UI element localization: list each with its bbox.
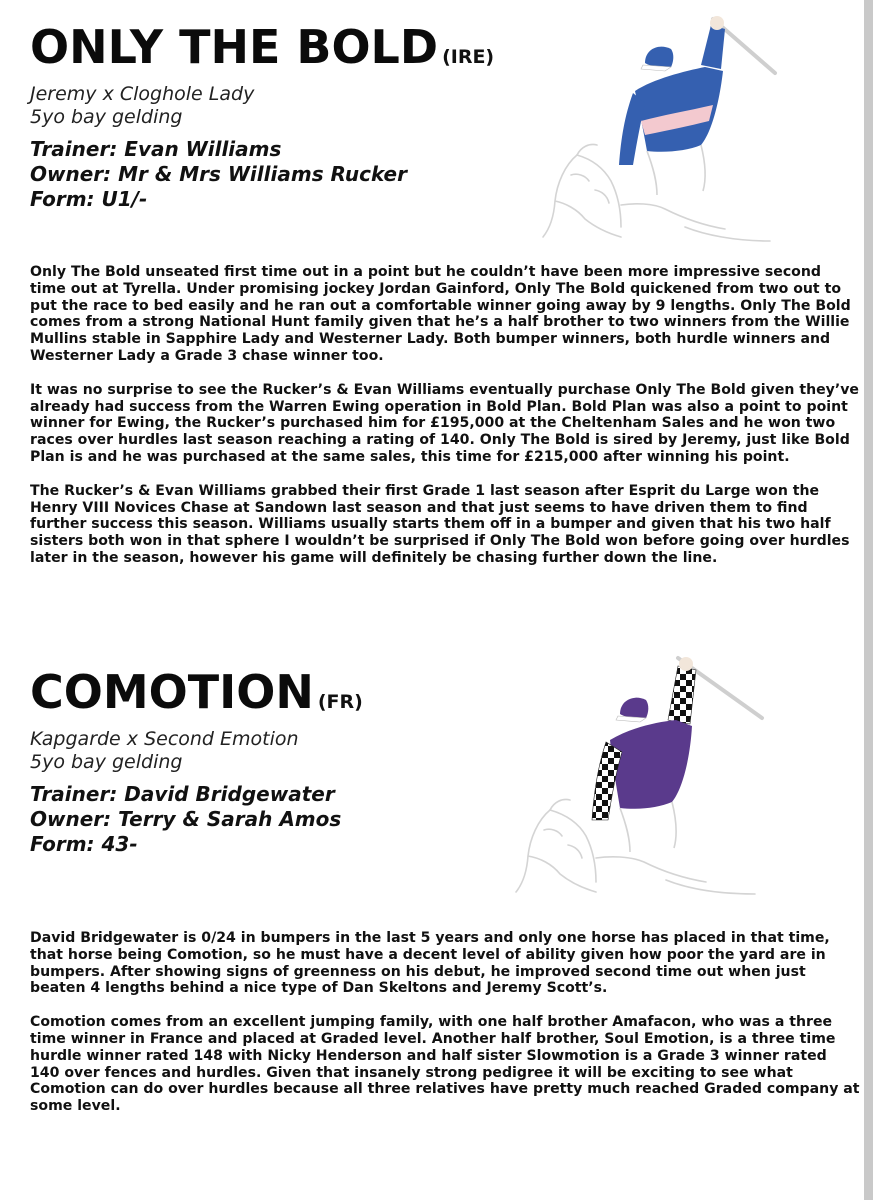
horse-trainer: Trainer: David Bridgewater — [30, 782, 335, 806]
horse-country: (FR) — [317, 691, 363, 713]
horse-trainer: Trainer: Evan Williams — [30, 137, 282, 161]
horse-country: (IRE) — [442, 46, 495, 68]
horse-owner: Owner: Terry & Sarah Amos — [30, 807, 342, 831]
writeup-paragraph: It was no surprise to see the Rucker’s & Evan Williams eventually purchase Only The Bold given they’ve already had success from the Warren Ewing operation in Bold Plan. Bold Plan was also a point to point winner for Ewing, the Rucker’s purchased him for £195,000 at the Cheltenham Sales and he won two races over hurdles last season reaching a rating of 140. Only The Bold is sired by Jeremy, just like Bold Plan is and he was purchased at the same sales, this time for £215,000 after winning his point. — [30, 381, 859, 465]
writeup-paragraph: Comotion comes from an excellent jumping family, with one half brother Amafacon, who was a three time winner in France and placed at Graded level. Another half brother, Soul Emotion, is a three time hurdle winner rated 148 with Nicky Henderson and half sister Slowmotion is a Grade 3 winner rated 140 over fences and hurdles. Given that insanely strong pedigree it will be exciting to see what Comotion can do over hurdles because all three relatives have pretty much reached Graded company at some level. — [30, 1014, 860, 1115]
jockey-silk-blue-pink-hoop-icon — [525, 5, 785, 255]
horse-form: Form: 43- — [30, 832, 138, 856]
horse-form: Form: U1/- — [30, 187, 148, 211]
horse-writeup-comotion — [30, 930, 860, 1132]
horse-breeding: Kapgarde x Second Emotion — [30, 728, 299, 750]
page-edge-scrollbar — [864, 0, 873, 1200]
horse-writeup-only-the-bold — [30, 264, 860, 584]
writeup-paragraph: The Rucker’s & Evan Williams grabbed their first Grade 1 last season after Esprit du Large won the Henry VIII Novices Chase at Sandown last season and that just seems to have driven them to find further success this season. Williams usually starts them off in a bumper and given that his two half sisters both won in that sphere I wouldn’t be surprised if Only The Bold won before going over hurdles later in the season, however his game will definitely be chasing further down the line. — [30, 482, 850, 566]
horse-breeding: Jeremy x Cloghole Lady — [30, 83, 255, 105]
writeup-paragraph: David Bridgewater is 0/24 in bumpers in the last 5 years and only one horse has placed in that time, that horse being Comotion, so he must have a decent level of ability given how poor the yard are in bumpers. After showing signs of greenness on his debut, he improved second time out when just beaten 4 lengths behind a nice type of Dan Skeltons and Jeremy Scott’s. — [30, 930, 830, 997]
horse-name: ONLY THE BOLD — [30, 20, 439, 74]
writeup-paragraph: Only The Bold unseated first time out in a point but he couldn’t have been more impressive second time out at Tyrella. Under promising jockey Jordan Gainford, Only The Bold quickened from two out to put the race to bed easily and he ran out a comfortable winner going away by 9 lengths. Only The Bold comes from a strong National Hunt family given that he’s a half brother to two winners from the Willie Mullins stable in Sapphire Lady and Westerner Lady. Both bumper winners, both hurdle winners and Westerner Lady a Grade 3 chase winner too. — [30, 264, 851, 364]
horse-description: 5yo bay gelding — [30, 106, 183, 128]
jockey-silk-purple-check-sleeves-icon — [500, 650, 770, 905]
horse-name: COMOTION — [30, 665, 314, 719]
horse-owner: Owner: Mr & Mrs Williams Rucker — [30, 162, 407, 186]
horse-description: 5yo bay gelding — [30, 751, 183, 773]
